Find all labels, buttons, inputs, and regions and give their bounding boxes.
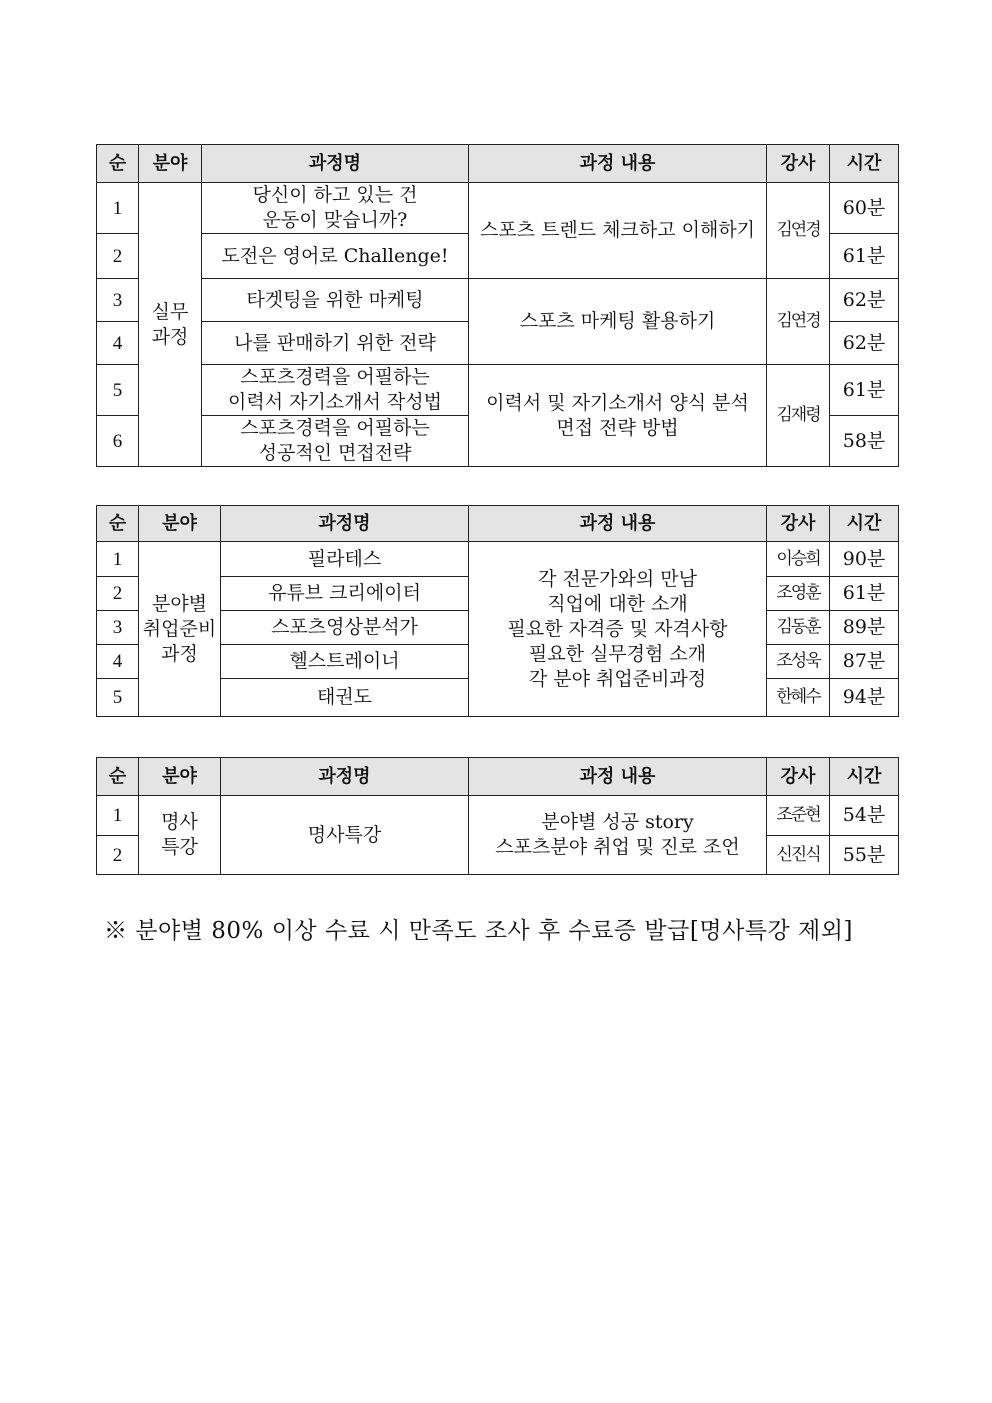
- completion-note: ※ 분야별 80% 이상 수료 시 만족도 조사 후 수료증 발급[명사특강 제외]: [104, 918, 853, 944]
- header-field: 분야: [139, 145, 202, 183]
- course-time: 89분: [830, 611, 899, 645]
- course-name: 명사특강: [221, 796, 469, 875]
- row-num: 5: [97, 679, 139, 717]
- instructor-name: 조준현: [767, 796, 830, 836]
- table-header-row: [97, 506, 899, 542]
- row-num: 4: [97, 322, 139, 365]
- header-num: 순: [97, 506, 139, 542]
- instructor-name: 김동훈: [767, 611, 830, 645]
- course-time: 60분: [830, 183, 899, 234]
- header-instructor: 강사: [767, 145, 830, 183]
- instructor-name: 조성욱: [767, 645, 830, 679]
- header-time: 시간: [830, 506, 899, 542]
- row-num: 3: [97, 611, 139, 645]
- course-time: 87분: [830, 645, 899, 679]
- table-row: [97, 183, 899, 234]
- header-num: 순: [97, 758, 139, 796]
- course-time: 61분: [830, 365, 899, 416]
- row-num: 1: [97, 542, 139, 577]
- course-content: 분야별 성공 story 스포츠분야 취업 및 진로 조언: [469, 796, 767, 875]
- course-table-career-prep: [96, 505, 899, 717]
- header-num: 순: [97, 145, 139, 183]
- header-content: 과정 내용: [469, 758, 767, 796]
- course-name: 스포츠경력을 어필하는 성공적인 면접전략: [202, 416, 469, 467]
- header-instructor: 강사: [767, 506, 830, 542]
- table-row: [97, 542, 899, 577]
- course-content: 각 전문가와의 만남 직업에 대한 소개 필요한 자격증 및 자격사항 필요한 실무경험 소개 각 분야 취업준비과정: [469, 542, 767, 717]
- instructor-name: 신진식: [767, 836, 830, 875]
- instructor-name: 김연경: [767, 183, 830, 279]
- header-content: 과정 내용: [469, 145, 767, 183]
- course-name: 스포츠영상분석가: [221, 611, 469, 645]
- course-time: 90분: [830, 542, 899, 577]
- instructor-name: 조영훈: [767, 577, 830, 611]
- course-table-practical: [96, 144, 899, 467]
- row-num: 6: [97, 416, 139, 467]
- row-num: 2: [97, 234, 139, 279]
- row-num: 4: [97, 645, 139, 679]
- course-time: 61분: [830, 234, 899, 279]
- course-time: 62분: [830, 322, 899, 365]
- row-num: 1: [97, 796, 139, 836]
- header-content: 과정 내용: [469, 506, 767, 542]
- course-name: 태권도: [221, 679, 469, 717]
- table-row: [97, 365, 899, 416]
- row-num: 2: [97, 836, 139, 875]
- course-content: 스포츠 마케팅 활용하기: [469, 279, 767, 365]
- course-name: 헬스트레이너: [221, 645, 469, 679]
- field-cell: 분야별 취업준비 과정: [139, 542, 221, 717]
- table-row: [97, 279, 899, 322]
- course-time: 94분: [830, 679, 899, 717]
- course-name: 도전은 영어로 Challenge!: [202, 234, 469, 279]
- course-time: 55분: [830, 836, 899, 875]
- field-cell: 실무 과정: [139, 183, 202, 467]
- header-instructor: 강사: [767, 758, 830, 796]
- header-field: 분야: [139, 758, 221, 796]
- course-content: 이력서 및 자기소개서 양식 분석 면접 전략 방법: [469, 365, 767, 467]
- row-num: 5: [97, 365, 139, 416]
- course-time: 54분: [830, 796, 899, 836]
- course-name: 유튜브 크리에이터: [221, 577, 469, 611]
- header-course: 과정명: [221, 506, 469, 542]
- course-time: 62분: [830, 279, 899, 322]
- table-header-row: [97, 145, 899, 183]
- instructor-name: 김재령: [767, 365, 830, 467]
- course-name: 스포츠경력을 어필하는 이력서 자기소개서 작성법: [202, 365, 469, 416]
- course-time: 61분: [830, 577, 899, 611]
- course-name: 당신이 하고 있는 건 운동이 맞습니까?: [202, 183, 469, 234]
- course-name: 필라테스: [221, 542, 469, 577]
- header-course: 과정명: [221, 758, 469, 796]
- course-table-special-lecture: [96, 757, 899, 875]
- instructor-name: 이승희: [767, 542, 830, 577]
- row-num: 1: [97, 183, 139, 234]
- course-name: 타겟팅을 위한 마케팅: [202, 279, 469, 322]
- header-field: 분야: [139, 506, 221, 542]
- header-time: 시간: [830, 145, 899, 183]
- instructor-name: 한혜수: [767, 679, 830, 717]
- field-cell: 명사 특강: [139, 796, 221, 875]
- course-time: 58분: [830, 416, 899, 467]
- table-row: [97, 796, 899, 836]
- table-header-row: [97, 758, 899, 796]
- header-course: 과정명: [202, 145, 469, 183]
- header-time: 시간: [830, 758, 899, 796]
- instructor-name: 김연경: [767, 279, 830, 365]
- row-num: 2: [97, 577, 139, 611]
- row-num: 3: [97, 279, 139, 322]
- course-content: 스포츠 트렌드 체크하고 이해하기: [469, 183, 767, 279]
- course-name: 나를 판매하기 위한 전략: [202, 322, 469, 365]
